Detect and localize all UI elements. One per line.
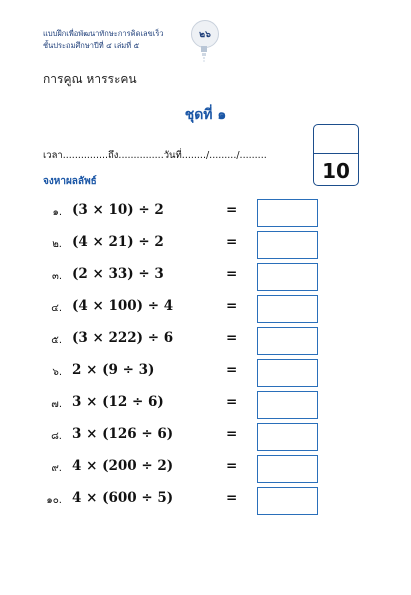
drip-decoration-icon [199,46,209,62]
problem-expression: (2 × 33) ÷ 3 [72,266,164,282]
equals-sign: = [226,202,238,218]
answer-box[interactable] [257,487,318,515]
equals-sign: = [226,490,238,506]
instruction: จงหาผลลัพธ์ [43,176,97,187]
time-date-line: เวลา...............ถึง...............วันที่......../........./......... [43,150,267,161]
equals-sign: = [226,362,238,378]
answer-box[interactable] [257,199,318,227]
problem-expression: 4 × (200 ÷ 2) [72,458,174,474]
problem-expression: (4 × 100) ÷ 4 [72,298,174,314]
problem-row [0,231,411,259]
page-number-badge [191,20,219,48]
total-score: 10 [322,159,350,183]
equals-sign: = [226,458,238,474]
problem-number: ๔. [51,303,62,314]
header-series-title: แบบฝึกเพื่อพัฒนาทักษะการคิดเลขเร็ว [43,29,164,38]
problem-row [0,391,411,419]
equals-sign: = [226,330,238,346]
problem-row [0,295,411,323]
score-divider [314,153,358,154]
answer-box[interactable] [257,359,318,387]
score-box [313,124,359,186]
header-grade-volume: ชั้นประถมศึกษาปีที่ ๔ เล่มที่ ๕ [43,41,140,50]
answer-box[interactable] [257,423,318,451]
problem-number: ๗. [51,399,62,410]
problem-number: ๕. [51,335,62,346]
problem-row [0,423,411,451]
equals-sign: = [226,426,238,442]
problem-expression: 3 × (12 ÷ 6) [72,394,164,410]
answer-box[interactable] [257,391,318,419]
answer-box[interactable] [257,295,318,323]
equals-sign: = [226,234,238,250]
equals-sign: = [226,394,238,410]
problem-row [0,263,411,291]
exercise-set-label: ชุดที่ ๑ [184,107,227,123]
problem-number: ๒. [52,239,62,250]
answer-box[interactable] [257,455,318,483]
problem-expression: 3 × (126 ÷ 6) [72,426,174,442]
problem-number: ๙. [51,463,62,474]
problem-expression: 2 × (9 ÷ 3) [72,362,155,378]
problem-expression: (3 × 222) ÷ 6 [72,330,174,346]
problem-number: ๘. [51,431,62,442]
problem-expression: (3 × 10) ÷ 2 [72,202,164,218]
problem-number: ๑. [52,207,62,218]
problem-number: ๖. [52,367,62,378]
answer-box[interactable] [257,231,318,259]
problem-expression: (4 × 21) ÷ 2 [72,234,164,250]
answer-box[interactable] [257,327,318,355]
problem-row [0,487,411,515]
problem-number: ๑๐. [46,495,62,506]
page-number: ๒๖ [199,30,211,40]
page-title: การคูณ หารระคน [43,72,137,86]
problem-number: ๓. [51,271,62,282]
problem-row [0,359,411,387]
problem-row [0,455,411,483]
problem-expression: 4 × (600 ÷ 5) [72,490,174,506]
equals-sign: = [226,298,238,314]
answer-box[interactable] [257,263,318,291]
problem-row [0,327,411,355]
equals-sign: = [226,266,238,282]
problem-row [0,199,411,227]
